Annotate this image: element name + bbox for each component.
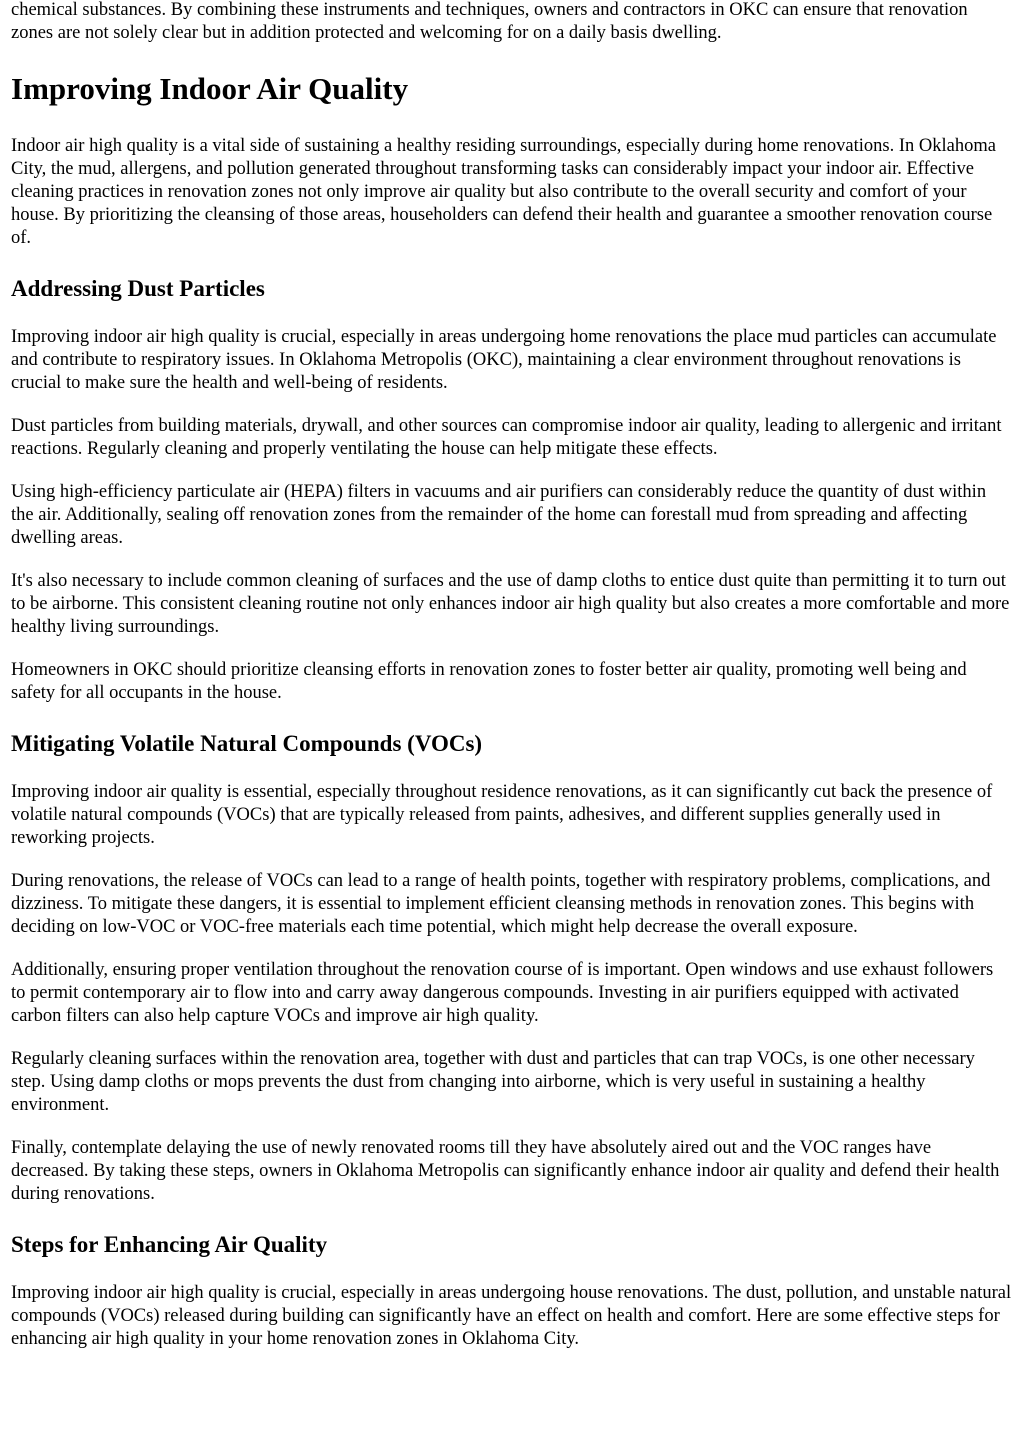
main-heading: Improving Indoor Air Quality — [11, 71, 409, 106]
dust-heading: Addressing Dust Particles — [11, 276, 265, 301]
vocs-paragraph: Improving indoor air quality is essential, especially throughout residence renovations, as it can significantly cut back the presence of volatile natural compounds (VOCs) that are typically released from paints, adhesives, and different supplies generally used in reworking projects. — [11, 782, 993, 848]
vocs-paragraph: During renovations, the release of VOCs can lead to a range of health points, together with respiratory problems, complications, and dizziness. To mitigate these dangers, it is essential to implement efficient cleansing methods in renovation zones. This begins with deciding on low-VOC or VOC-free materials each time potential, which might help decrease the overall exposure. — [11, 871, 991, 937]
dust-paragraph: Using high-efficiency particulate air (HEPA) filters in vacuums and air purifiers can considerably reduce the quantity of dust within the air. Additionally, sealing off renovation zones from the remainder of the home can forestall mud from spreading and affecting dwelling areas. — [11, 482, 987, 548]
dust-paragraph: Dust particles from building materials, drywall, and other sources can compromise indoor air quality, leading to allergenic and irritant reactions. Regularly cleaning and properly ventilating the house can help mitigate these effects. — [11, 416, 1002, 459]
steps-paragraph: Improving indoor air high quality is crucial, especially in areas undergoing house renovations. The dust, pollution, and unstable natural compounds (VOCs) released during building can significantly have an effect on health and comfort. Here are some effective steps for enhancing air high quality in your home renovation zones in Oklahoma City. — [11, 1283, 1012, 1349]
vocs-paragraph: Regularly cleaning surfaces within the renovation area, together with dust and particles that can trap VOCs, is one other necessary step. Using damp cloths or mops prevents the dust from changing into airborne, which is very useful in sustaining a healthy environment. — [11, 1049, 975, 1115]
dust-paragraph: Improving indoor air high quality is crucial, especially in areas undergoing home renovations the place mud particles can accumulate and contribute to respiratory issues. In Oklahoma Metropolis (OKC), maintaining a clear environment throughout renovations is crucial to make sure the health and well-being of residents. — [11, 327, 997, 393]
steps-heading: Steps for Enhancing Air Quality — [11, 1232, 328, 1257]
vocs-paragraph: Finally, contemplate delaying the use of newly renovated rooms till they have absolutely aired out and the VOC ranges have decreased. By taking these steps, owners in Oklahoma Metropolis can significantly enhance indoor air quality and defend their health during renovations. — [11, 1138, 1000, 1204]
dust-paragraph: It's also necessary to include common cleaning of surfaces and the use of damp cloths to entice dust quite than permitting it to turn out to be airborne. This consistent cleaning routine not only enhances indoor air high quality but also creates a more comfortable and more healthy living surroundings. — [11, 571, 1010, 637]
vocs-heading: Mitigating Volatile Natural Compounds (VOCs) — [11, 731, 483, 756]
vocs-paragraph: Additionally, ensuring proper ventilation throughout the renovation course of is important. Open windows and use exhaust followers to permit contemporary air to flow into and carry away dangerous compounds. Investing in air purifiers equipped with activated carbon filters can also help capture VOCs and improve air high quality. — [11, 960, 994, 1026]
intro-paragraph: chemical substances. By combining these instruments and techniques, owners and contractors in OKC can ensure that renovation zones are not solely clear but in addition protected and welcoming for on a daily basis dwelling. — [11, 0, 968, 43]
dust-paragraph: Homeowners in OKC should prioritize cleansing efforts in renovation zones to foster better air quality, promoting well being and safety for all occupants in the house. — [11, 660, 967, 703]
main-paragraph: Indoor air high quality is a vital side of sustaining a healthy residing surroundings, especially during home renovations. In Oklahoma City, the mud, allergens, and pollution generated throughout transforming tasks can considerably impact your indoor air. Effective cleaning practices in renovation zones not only improve air quality but also contribute to the overall security and comfort of your house. By prioritizing the cleansing of those areas, householders can defend their health and guarantee a smoother renovation course of. — [11, 136, 996, 248]
